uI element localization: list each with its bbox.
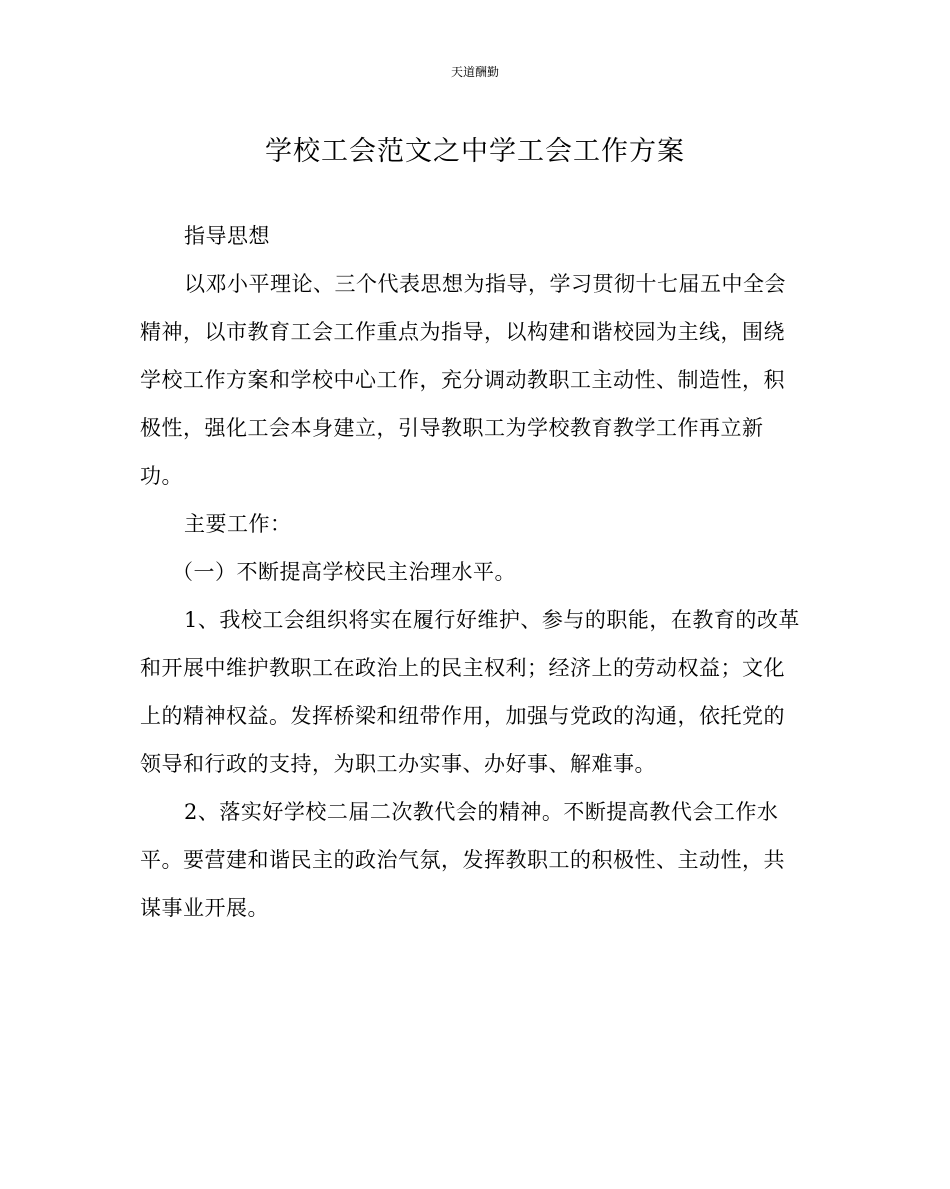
paragraph-line: 极性，强化工会本身建立，引导教职工为学校教育教学工作再立新 [140, 416, 764, 440]
section-heading-main: 主要工作： [184, 512, 292, 536]
paragraph-line: 领导和行政的支持，为职工办实事、办好事、解难事。 [140, 752, 656, 776]
paragraph-line: 功。 [140, 464, 183, 488]
paragraph-line: 和开展中维护教职工在政治上的民主权利；经济上的劳动权益；文化 [140, 656, 785, 680]
section-heading-guide: 指导思想 [184, 224, 270, 248]
document-title: 学校工会范文之中学工会工作方案 [265, 136, 685, 167]
paragraph-line: 2、落实好学校二届二次教代会的精神。不断提高教代会工作水 [184, 800, 779, 824]
paragraph-line: 以邓小平理论、三个代表思想为指导，学习贯彻十七届五中全会 [184, 272, 786, 296]
paragraph-line: 1、我校工会组织将实在履行好维护、参与的职能，在教育的改革 [184, 608, 800, 632]
paragraph-line: 学校工作方案和学校中心工作，充分调动教职工主动性、制造性，积 [140, 368, 785, 392]
paragraph-line: 平。要营建和谐民主的政治气氛，发挥教职工的积极性、主动性，共 [140, 848, 785, 872]
page-header: 天道酬勤 [450, 65, 499, 79]
paragraph-line: 上的精神权益。发挥桥梁和纽带作用，加强与党政的沟通，依托党的 [140, 704, 785, 728]
subsection-heading: （一）不断提高学校民主治理水平。 [172, 560, 516, 584]
document-body [140, 212, 810, 932]
paragraph-line: 精神，以市教育工会工作重点为指导，以构建和谐校园为主线，围绕 [140, 320, 785, 344]
paragraph-line: 谋事业开展。 [140, 896, 269, 920]
